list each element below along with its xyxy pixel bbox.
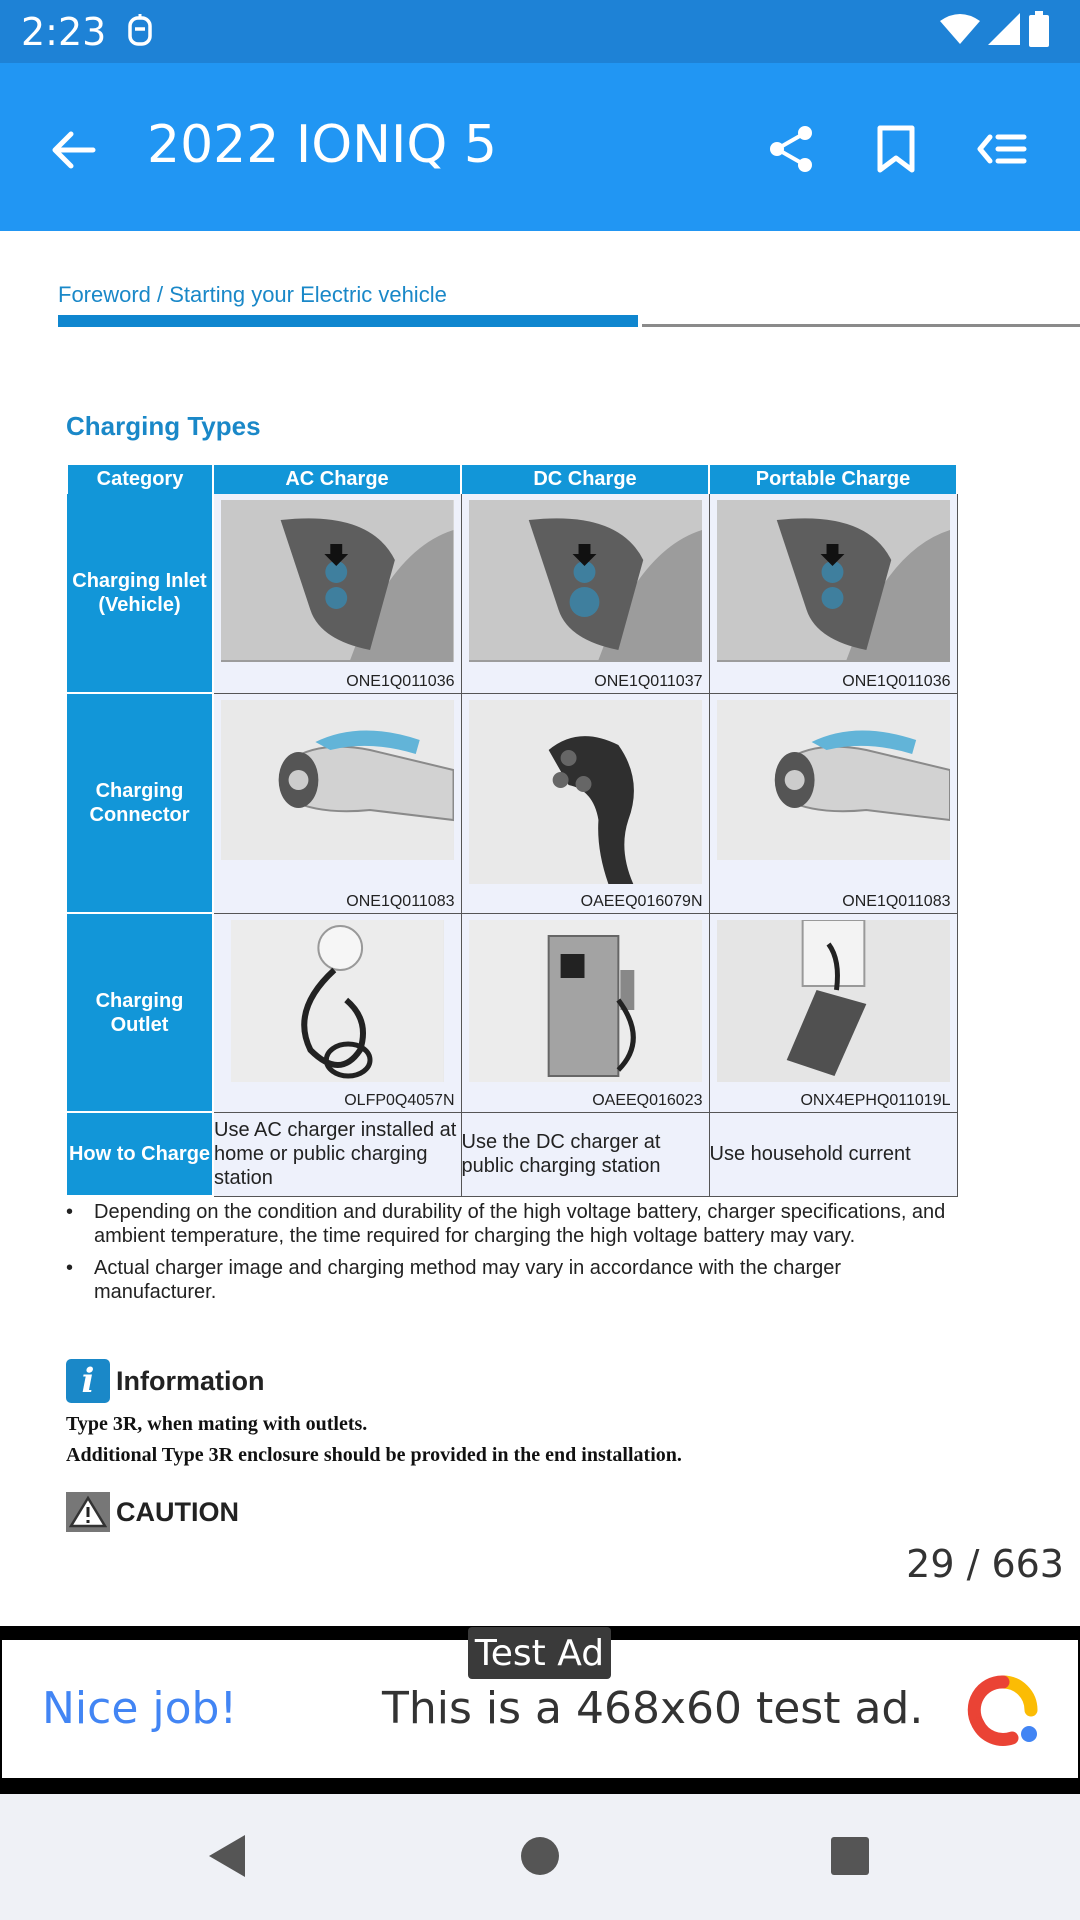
caution-title: CAUTION [116, 1496, 239, 1527]
table-row [67, 1112, 957, 1196]
column-header: AC Charge [213, 464, 461, 494]
caution-heading [66, 1492, 239, 1532]
image-code: ONE1Q011083 [346, 892, 455, 910]
nav-recents-button[interactable] [818, 1824, 882, 1888]
image-code: ONX4EPHQ011019L [800, 1091, 951, 1109]
information-title: Information [116, 1365, 265, 1396]
information-text [66, 1409, 682, 1471]
table-cell [461, 494, 709, 693]
table-cell: Use household current [709, 1112, 957, 1196]
info-icon: i [66, 1359, 110, 1403]
image-code: OLFP0Q4057N [344, 1091, 455, 1109]
bookmark-icon [876, 124, 916, 174]
page-indicator: 29 / 663 [906, 1542, 1064, 1586]
warning-icon [66, 1492, 110, 1532]
toc-icon [974, 129, 1028, 169]
column-header: DC Charge [461, 464, 709, 494]
charging-connector-image [221, 700, 454, 860]
table-cell [213, 913, 461, 1112]
notes-list [66, 1200, 966, 1312]
triangle-back-icon [205, 1833, 249, 1879]
charging-outlet-image [717, 920, 950, 1082]
circle-home-icon [519, 1835, 561, 1877]
row-header: Charging Outlet [67, 913, 213, 1112]
table-cell [709, 494, 957, 693]
wifi-icon [940, 13, 980, 50]
ad-label: Test Ad [468, 1627, 611, 1679]
information-line: Additional Type 3R enclosure should be provided in the end installation. [66, 1444, 682, 1466]
table-header-row [67, 464, 957, 494]
charging-connector-image [469, 700, 702, 884]
ad-body[interactable]: This is a 468x60 test ad. [382, 1683, 924, 1734]
charging-connector-image [717, 700, 950, 860]
ad-logo-icon[interactable] [966, 1674, 1040, 1748]
information-line: Type 3R, when mating with outlets. [66, 1413, 368, 1435]
image-code: ONE1Q011037 [594, 672, 703, 690]
table-cell [709, 693, 957, 913]
section-title: Charging Types [66, 411, 261, 441]
table-row [67, 494, 957, 693]
table-cell: Use AC charger installed at home or public charging station [213, 1112, 461, 1196]
document-page[interactable] [0, 231, 1080, 1626]
table-cell [461, 693, 709, 913]
image-code: ONE1Q011083 [842, 892, 951, 910]
table-cell: Use the DC charger at public charging station [461, 1112, 709, 1196]
cell-signal-icon [988, 13, 1020, 50]
table-cell [213, 693, 461, 913]
nav-back-button[interactable] [195, 1824, 259, 1888]
table-cell [213, 494, 461, 693]
charging-inlet-image [469, 500, 702, 662]
charging-inlet-image [717, 500, 950, 662]
image-code: ONE1Q011036 [842, 672, 951, 690]
charging-outlet-image [231, 920, 444, 1082]
row-header: Charging Connector [67, 693, 213, 913]
table-cell [461, 913, 709, 1112]
status-bar [0, 0, 1080, 63]
table-row [67, 913, 957, 1112]
back-button[interactable] [42, 118, 106, 182]
ad-headline[interactable]: Nice job! [42, 1683, 238, 1734]
column-header: Portable Charge [709, 464, 957, 494]
navigation-bar [0, 1794, 1080, 1920]
notification-icon [126, 12, 154, 50]
image-code: ONE1Q011036 [346, 672, 455, 690]
square-recents-icon [830, 1836, 870, 1876]
row-header: Charging Inlet (Vehicle) [67, 494, 213, 693]
share-button[interactable] [759, 117, 823, 181]
battery-icon [1028, 11, 1050, 52]
charging-types-table [66, 463, 958, 1197]
column-header: Category [67, 464, 213, 494]
page-title: 2022 IONIQ 5 [147, 115, 497, 175]
charging-outlet-image [469, 920, 702, 1082]
list-item: • Actual charger image and charging method may vary in accordance with the charger manufacturer. [66, 1256, 966, 1304]
breadcrumb: Foreword / Starting your Electric vehicle [58, 282, 447, 307]
status-icons [940, 13, 1050, 49]
nav-home-button[interactable] [508, 1824, 572, 1888]
image-code: OAEEQ016023 [592, 1091, 703, 1109]
header-rule-accent [58, 315, 638, 327]
table-cell [709, 913, 957, 1112]
header-rule [642, 324, 1080, 327]
table-row [67, 693, 957, 913]
list-item: • Depending on the condition and durability of the high voltage battery, charger specifications, and ambient temperature, the time required for charging the high voltage battery may vary. [66, 1200, 966, 1248]
arrow-back-icon [51, 130, 97, 170]
row-header: How to Charge [67, 1112, 213, 1196]
status-time: 2:23 [21, 10, 107, 54]
information-heading [66, 1359, 265, 1403]
image-code: OAEEQ016079N [580, 892, 703, 910]
share-icon [767, 124, 815, 174]
table-of-contents-button[interactable] [969, 117, 1033, 181]
bookmark-button[interactable] [864, 117, 928, 181]
charging-inlet-image [221, 500, 454, 662]
app-bar [0, 63, 1080, 231]
